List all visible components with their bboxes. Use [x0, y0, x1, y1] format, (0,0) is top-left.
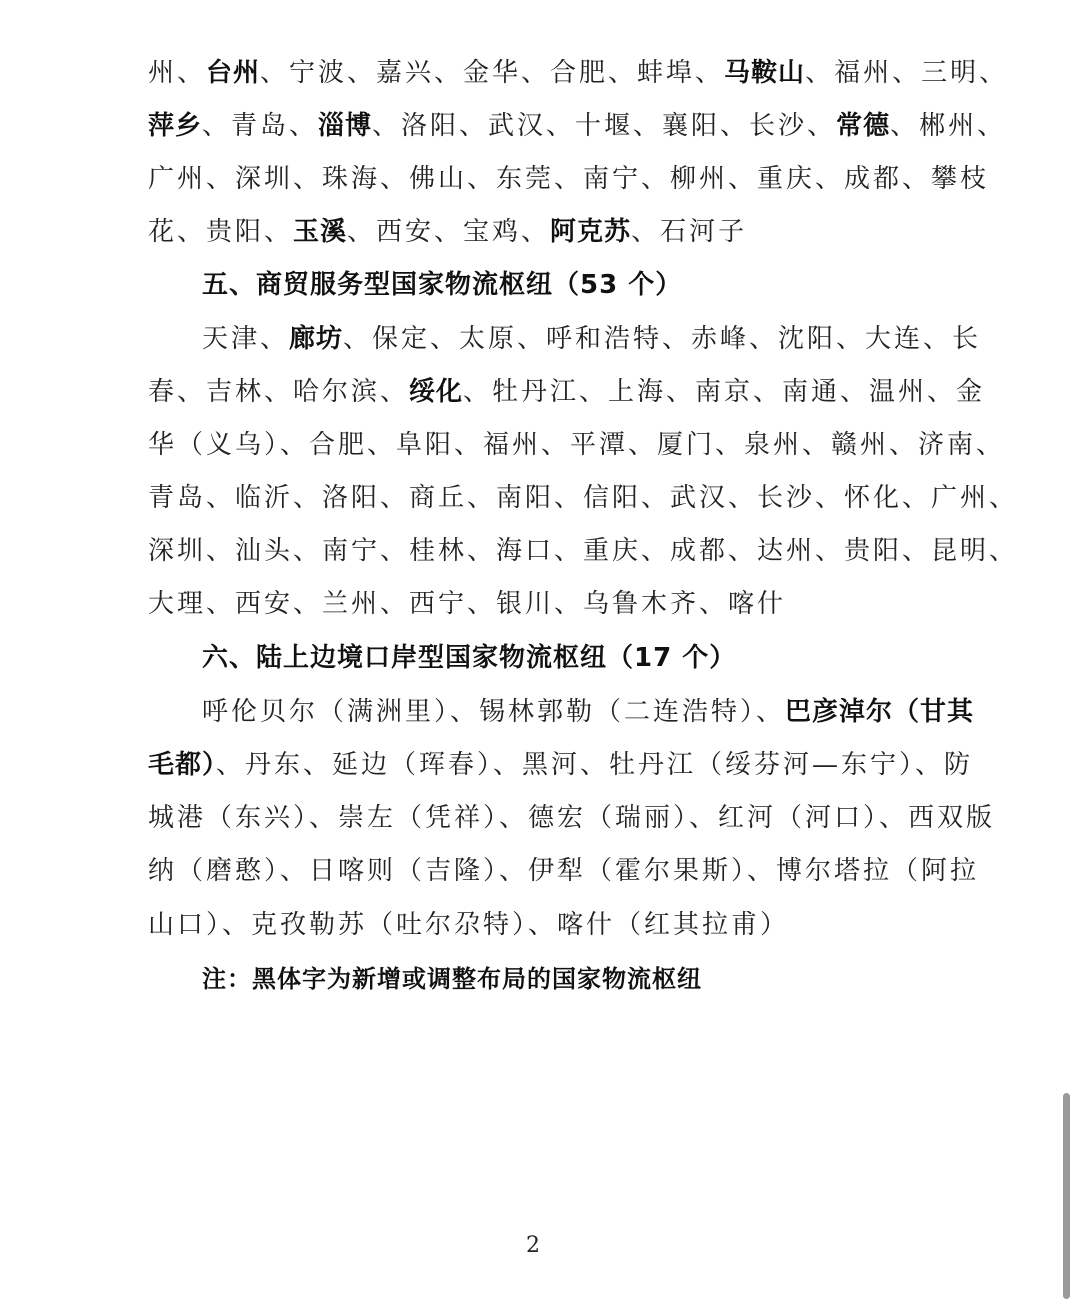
bold-city: 廊坊 — [289, 324, 344, 354]
section5-line-5: 深圳、汕头、南宁、桂林、海口、重庆、成都、达州、贵阳、昆明、 — [148, 536, 1019, 566]
section4-line-3: 广州、深圳、珠海、佛山、东莞、南宁、柳州、重庆、成都、攀枝 — [148, 164, 990, 194]
bold-city: 巴彦淖尔（甘其 — [785, 697, 975, 727]
section5-line-2: 春、吉林、哈尔滨、绥化、牡丹江、上海、南京、南通、温州、金 — [148, 377, 986, 407]
section6-line-3: 城港（东兴）、崇左（凭祥）、德宏（瑞丽）、红河（河口）、西双版 — [148, 803, 996, 833]
bold-city: 马鞍山 — [724, 58, 806, 88]
page-number: 2 — [526, 1233, 540, 1258]
section5-line-1: 天津、廊坊、保定、太原、呼和浩特、赤峰、沈阳、大连、长 — [202, 324, 982, 354]
section6-line-1: 呼伦贝尔（满洲里）、锡林郭勒（二连浩特）、巴彦淖尔（甘其 — [202, 697, 975, 727]
section5-heading: 五、商贸服务型国家物流枢纽（53 个） — [202, 270, 683, 300]
bold-city: 淄博 — [318, 111, 373, 141]
bold-city: 台州 — [206, 58, 261, 88]
bold-city: 绥化 — [409, 377, 464, 407]
bold-city: 常德 — [836, 111, 891, 141]
section5-line-6: 大理、西安、兰州、西宁、银川、乌鲁木齐、喀什 — [148, 589, 787, 619]
section4-line-4: 花、贵阳、玉溪、西安、宝鸡、阿克苏、石河子 — [148, 217, 748, 247]
section5-line-4: 青岛、临沂、洛阳、商丘、南阳、信阳、武汉、长沙、怀化、广州、 — [148, 483, 1019, 513]
section6-line-2: 毛都）、丹东、延边（珲春）、黑河、牡丹江（绥芬河—东宁）、防 — [148, 750, 974, 780]
bold-city: 玉溪 — [293, 217, 348, 247]
section4-line-1: 州、台州、宁波、嘉兴、金华、合肥、蚌埠、马鞍山、福州、三明、 — [148, 58, 1009, 88]
section6-line-4: 纳（磨憨）、日喀则（吉隆）、伊犁（霍尔果斯）、博尔塔拉（阿拉 — [148, 856, 980, 886]
section4-line-2: 萍乡、青岛、淄博、洛阳、武汉、十堰、襄阳、长沙、常德、郴州、 — [148, 111, 1007, 141]
bold-city: 阿克苏 — [550, 217, 632, 247]
section6-line-5: 山口）、克孜勒苏（吐尔尕特）、喀什（红其拉甫） — [148, 910, 790, 940]
bold-city: 毛都） — [148, 750, 217, 780]
bold-city: 萍乡 — [148, 111, 203, 141]
footnote: 注：黑体字为新增或调整布局的国家物流枢纽 — [202, 965, 702, 993]
section6-heading: 六、陆上边境口岸型国家物流枢纽（17 个） — [202, 643, 737, 673]
scrollbar-thumb[interactable] — [1063, 1093, 1070, 1299]
section5-line-3: 华（义乌）、合肥、阜阳、福州、平潭、厦门、泉州、赣州、济南、 — [148, 430, 1006, 460]
